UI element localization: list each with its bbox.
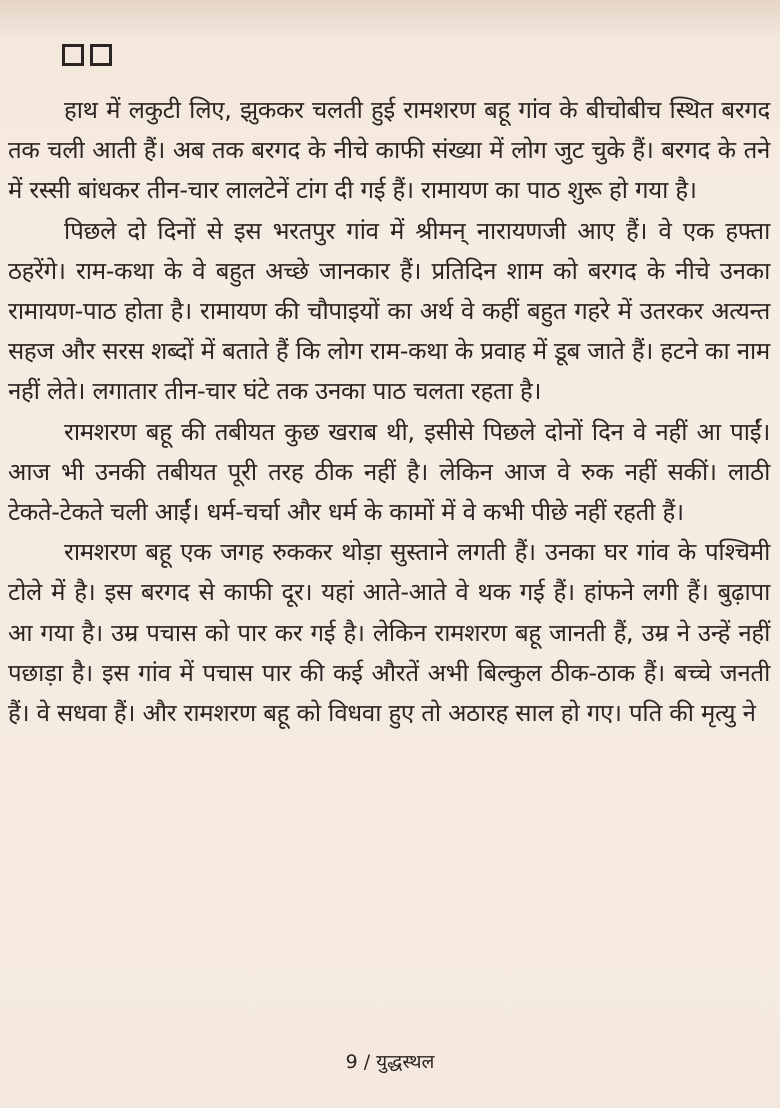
paragraph-1: हाथ में लकुटी लिए, झुककर चलती हुई रामशरण बहू गांव के बीचोबीच स्थित बरगद तक चली आती हैं। अब तक बरगद के नीचे काफी संख्या में लोग जुट चुके हैं। बरगद के तने में रस्सी बांधकर तीन-चार लालटेनें टांग दी गई हैं। रामायण का पाठ शुरू हो गया है। bbox=[8, 96, 770, 205]
paragraph-3: रामशरण बहू की तबीयत कुछ खराब थी, इसीसे पिछले दोनों दिन वे नहीं आ पाईं। आज भी उनकी तबीयत पूरी तरह ठीक नहीं है। लेकिन आज वे रुक नहीं सकीं। लाठी टेकते-टेकते चली आईं। धर्म-चर्चा और धर्म के कामों में वे कभी पीछे नहीं रहती हैं। bbox=[8, 417, 770, 527]
section-heading-mark bbox=[62, 44, 112, 66]
heading-box-1 bbox=[62, 44, 84, 66]
heading-box-2 bbox=[90, 44, 112, 66]
body-text bbox=[8, 90, 770, 733]
page-footer: 9 / युद्धस्थल bbox=[345, 1051, 435, 1073]
paragraph-2: पिछले दो दिनों से इस भरतपुर गांव में श्रीमन् नारायणजी आए हैं। वे एक हफ्ता ठहरेंगे। राम-कथा के वे बहुत अच्छे जानकार हैं। प्रतिदिन शाम को बरगद के नीचे उनका रामायण-पाठ होता है। रामायण की चौपाइयों का अर्थ वे कहीं बहुत गहरे में उतरकर अत्यन्त सहज और सरस शब्दों में बताते हैं कि लोग राम-कथा के प्रवाह में डूब जाते हैं। हटने का नाम नहीं लेते। लगातार तीन-चार घंटे तक उनका पाठ चलता रहता है। bbox=[8, 216, 770, 406]
paragraph-4: रामशरण बहू एक जगह रुककर थोड़ा सुस्ताने लगती हैं। उनका घर गांव के पश्चिमी टोले में है। इस बरगद से काफी दूर। यहां आते-आते वे थक गई हैं। हांफने लगी हैं। बुढ़ापा आ गया है। उम्र पचास को पार कर गई है। लेकिन रामशरण बहू जानती हैं, उम्र ने उन्हें नहीं पछाड़ा है। इस गांव में पचास पार की कई औरतें अभी बिल्कुल ठीक-ठाक हैं। बच्चे जनती हैं। वे सधवा हैं। और रामशरण बहू को विधवा हुए तो अठारह साल हो गए। पति की मृत्यु ने bbox=[8, 538, 770, 728]
